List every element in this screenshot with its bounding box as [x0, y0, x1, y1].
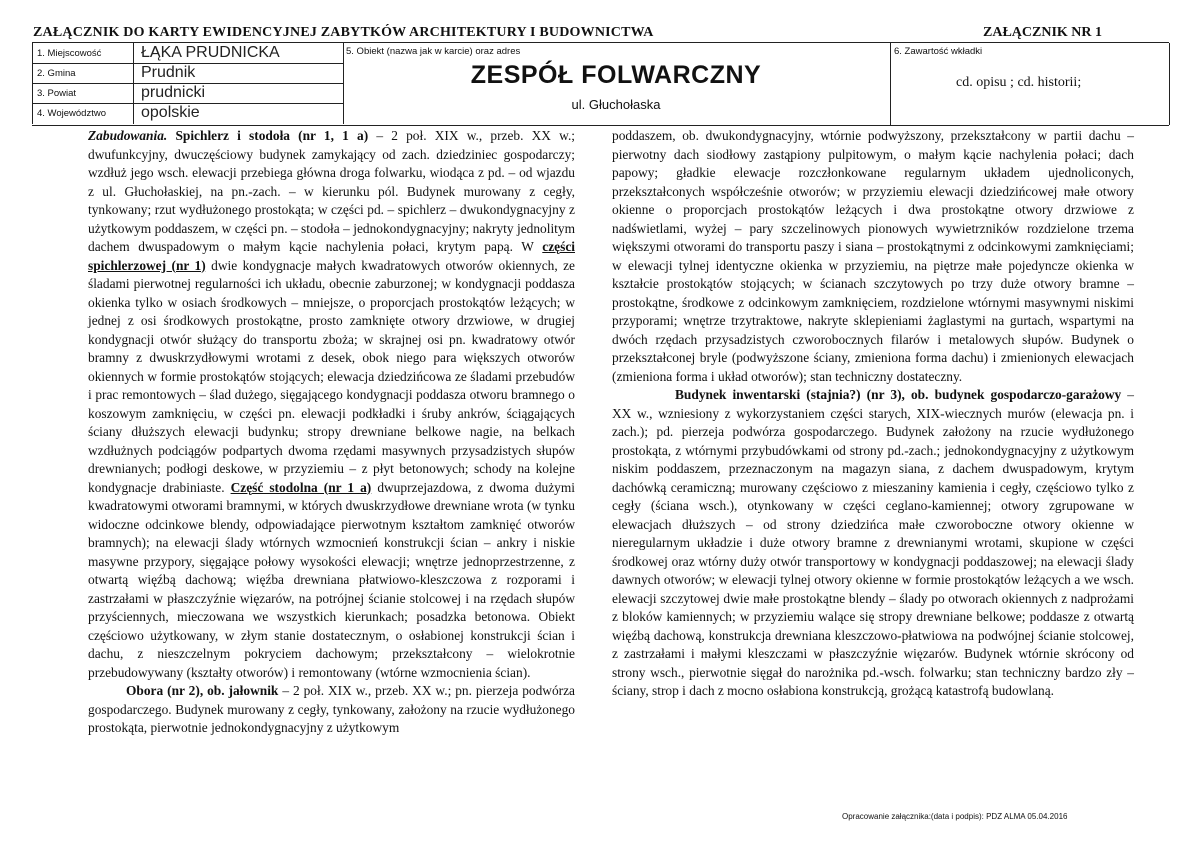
field-label: 1. Miejscowość	[37, 48, 102, 59]
object-field	[342, 43, 891, 125]
location-fields	[32, 43, 342, 125]
field-row-commune	[32, 63, 344, 84]
building-name: Obora (nr 2), ob. jałownik	[126, 683, 279, 698]
object-name: ZESPÓŁ FOLWARCZNY	[470, 61, 762, 89]
building-name: Budynek inwentarski (stajnia?) (nr 3), ob. budynek gospodarczo-garażowy	[675, 387, 1122, 402]
object-address: ul. Głuchołaska	[571, 97, 661, 112]
attachment-number: ZAŁĄCZNIK NR 1	[983, 25, 1103, 40]
contents-label: 6. Zawartość wkładki	[894, 46, 983, 57]
document-title: ZAŁĄCZNIK DO KARTY EWIDENCYJNEJ ZABYTKÓW ARCHITEKTURY I BUDOWNICTWA	[33, 25, 654, 40]
field-label: 2. Gmina	[37, 68, 76, 79]
section-heading: Zabudowania.	[88, 128, 168, 143]
text-column-left	[88, 127, 575, 738]
field-label: 4. Województwo	[37, 108, 106, 119]
header-form	[32, 42, 1169, 126]
contents-value: cd. opisu ; cd. historii;	[956, 75, 1082, 90]
field-value-locality: ŁĄKA PRUDNICKA	[141, 44, 280, 61]
field-row-county	[32, 83, 344, 104]
field-row-voivodeship	[32, 103, 344, 124]
paragraph-cowshed: Obora (nr 2), ob. jałownik – 2 poł. XIX w., przeb. XX w.; pn. pierzeja podwórza gospodarczego. Budynek murowany z cegły, tynkowany, założony na rzucie wydłużonego prostokąta, pierwotnie jednokondygnacyjny z użytkowym	[88, 683, 575, 735]
field-row-locality	[32, 43, 344, 64]
field-value-voivodeship: opolskie	[141, 104, 200, 121]
paragraph-granary-barn: Zabudowania. Spichlerz i stodoła (nr 1, 1 a) – 2 poł. XIX w., przeb. XX w.; dwufunkcyjny, dwuczęściowy budynek zamykający od zach. dziedziniec gospodarczy; wzdłuż jego wsch. elewacji przebiega główna droga folwarku, wiodąca z pd. – od wjazdu z ul. Głuchołaskiej, na pn.-zach. – w kierunku pól. Budynek murowany z cegły, tynkowany; rzut wydłużonego prostokąta; w części pd. – spichlerz – dwukondygnacyjny z użytkowym poddaszem, w części pn. – stodoła – jednokondygnacyjny; nakryty jednolitym dachem dwuspadowym o małym kącie nachylenia połaci, krytym papą. W części spichlerzowej (nr 1) dwie kondygnacje małych kwadratowych otworów okiennych, ze śladami pierwotnej regularności ich układu, obecnie zaburzonej; w kondygnacji poddasza okienka tylko w osiach środkowych – mniejsze, o proporcjach prostokątów leżących; w jednej z osi środkowych prostokątne, prosto zamknięte otwory drzwiowe, w drugiej kondygnacji otwór służący do transportu zboża; w skrajnej osi pn. kwadratowy otwór bramny z dwuskrzydłowymi wrotami z desek, obok niego para większych otworów okiennych w formie prostokątów stojących; elewacja dziedzińcowa ze śladami przebudów i prac remontowych – ślad dużego, sięgającego kondygnacji poddasza otworu bramnego o koszowym zamknięciu, w części pn. elewacji podkładki i śruby ankrów, ściągających ściany dłuższych elewacji budynku; stropy drewniane belkowe nagie, na belkach wzdłużnych podciągów podpartych dwoma rzędami masywnych przysadzistych słupów drewnianych; podłogi deskowe, w przyziemiu – z płyt betonowych; schody na kolejne kondygnacje drabiniaste. Część stodolna (nr 1 a) dwuprzejazdowa, z dwoma dużymi kwadratowymi otworami bramnymi, w których dwuskrzydłowe drewniane wrota (w tynku widoczne odcinkowe blendy, odpowiadające pierwotnym kształtom zamknięć otworów bramnych); na elewacji ślady wtórnych wzmocnień konstrukcji ścian – ankry i niskie masywne przypory, sięgające połowy wysokości elewacji; wnętrze jednoprzestrzenne, z otwartą więźbą dachową; więźba drewniana płatwiowo-kleszczowa z rozporami i zastrzałami w płaszczyźnie więzarów, na potrójnej ścianie stolcowej i na rzędach słupów przyściennych, mieczowana we wszystkich kierunkach; posadzka betonowa. Obiekt częściowo użytkowany, w złym stanie dostatecznym, o osłabionej konstrukcji ścian i dachu, z nieszczelnym pokryciem dachowym; przekształcony – wielokrotnie przebudowywany (kształty otworów) i remontowany (wtórne wzmocnienia ścian).	[88, 128, 576, 680]
text-column-right	[612, 127, 1134, 701]
contents-field	[890, 43, 1170, 125]
paragraph-cowshed-cont: poddaszem, ob. dwukondygnacyjny, wtórnie podwyższony, przekształcony w partii dachu – pierwotny dach siodłowy zastąpiony pulpitowym, o małym kącie nachylenia połaci; dach papowy; gładkie elewacje rozczłonkowane regularnym układem ujednoliconych, przekształconych współcześnie otworów; w przyziemiu elewacji dziedzińcowej małe otwory okienne o proporcjach prostokątów leżących i dwa prostokątne otwory drzwiowe z nadświetlami, wyżej – pary szczelinowych pionowych wywietrzników rozdzielone trzema większymi otworami do transportu paszy i siana – prostokątnymi z odcinkowymi zamknięciami; w elewacji tylnej identyczne okienka w przyziemiu, na piętrze małe pojedyncze okienka w kształcie prostokątów stojących; w ścianach szczytowych po trzy duże otwory bramne – prostokątne, środkowe z odcinkowym zamknięciem, rozdzielone wtórnymi masywnymi niskimi przyporami; wnętrze trzytraktowe, nakryte sklepieniami żaglastymi na gurtach, wspartymi na dwóch rzędach przysadzistych czworobocznych filarów i metalowych słupów. Budynek o przekształconej bryle (podwyższone ściany, zmieniona forma dachu) i zmienionych elewacjach (zmieniona forma i układ otworów); stan techniczny dostateczny.	[612, 128, 1134, 384]
building-part-name: Część stodolna (nr 1 a)	[230, 479, 372, 495]
object-label: 5. Obiekt (nazwa jak w karcie) oraz adres	[346, 46, 521, 57]
building-name: Spichlerz i stodoła (nr 1, 1 a)	[175, 128, 369, 143]
field-label: 3. Powiat	[37, 88, 77, 99]
field-value-commune: Prudnik	[141, 64, 196, 81]
preparation-note: Opracowanie załącznika:(data i podpis): PDZ ALMA 05.04.2016	[842, 812, 1068, 821]
building-part-name: części spichlerzowej (nr 1)	[88, 239, 575, 273]
paragraph-livestock-building: Budynek inwentarski (stajnia?) (nr 3), ob. budynek gospodarczo-garażowy – XX w., wzniesiony z wykorzystaniem części starych, XIX-wiecznych murów (elewacja pn. i zach.); pd. pierzeja podwórza gospodarczego. Budynek założony na rzucie wydłużonego prostokąta, z wtórnymi przybudówkami od strony pd.-zach.; jednokondygnacyjny z użytkowym niskim poddaszem, przeznaczonym na magazyn siana, z dachem dwuspadowym, krytym dachówką ceramiczną; murowany częściowo z mieszaniny kamienia i cegły, częściowo tylko z cegły (ściana wsch.), otynkowany w części ceglano-kamiennej; otwory zgrupowane w elewacjach dłuższych – od strony dziedzińca małe czworoboczne otwory okienne w nieregularnym układzie i duże otwory bramne z drewnianymi wrotami, skupione w części środkowej oraz wtórny duży otwór transportowy w kondygnacji poddaszowej; na elewacji ślady dawnych otworów; w elewacji tylnej otwory okienne w formie prostokątów leżących a we wsch. elewacji szczytowej dwie małe prostokątne blendy – ślady po otworach okiennych z nadprożami z bloków kamiennych; w przyziemiu walące się stropy drewniane belkowe; poddasze z otwartą więźbą dachową, konstrukcja drewniana kleszczowo-płatwiowa na podwójnej ścianie stolcowej, z zastrzałami i małymi kleszczami w płaszczyźnie więzarów. Budynek wtórnie skrócony od strony wsch., pierwotnie sięgał do narożnika pd.-wsch. folwarku; stan techniczny bardzo zły – ściany, strop i dach z mocno osłabiona konstrukcją, grożącą katastrofą budowlaną.	[612, 387, 1134, 698]
field-value-county: prudnicki	[141, 84, 206, 101]
